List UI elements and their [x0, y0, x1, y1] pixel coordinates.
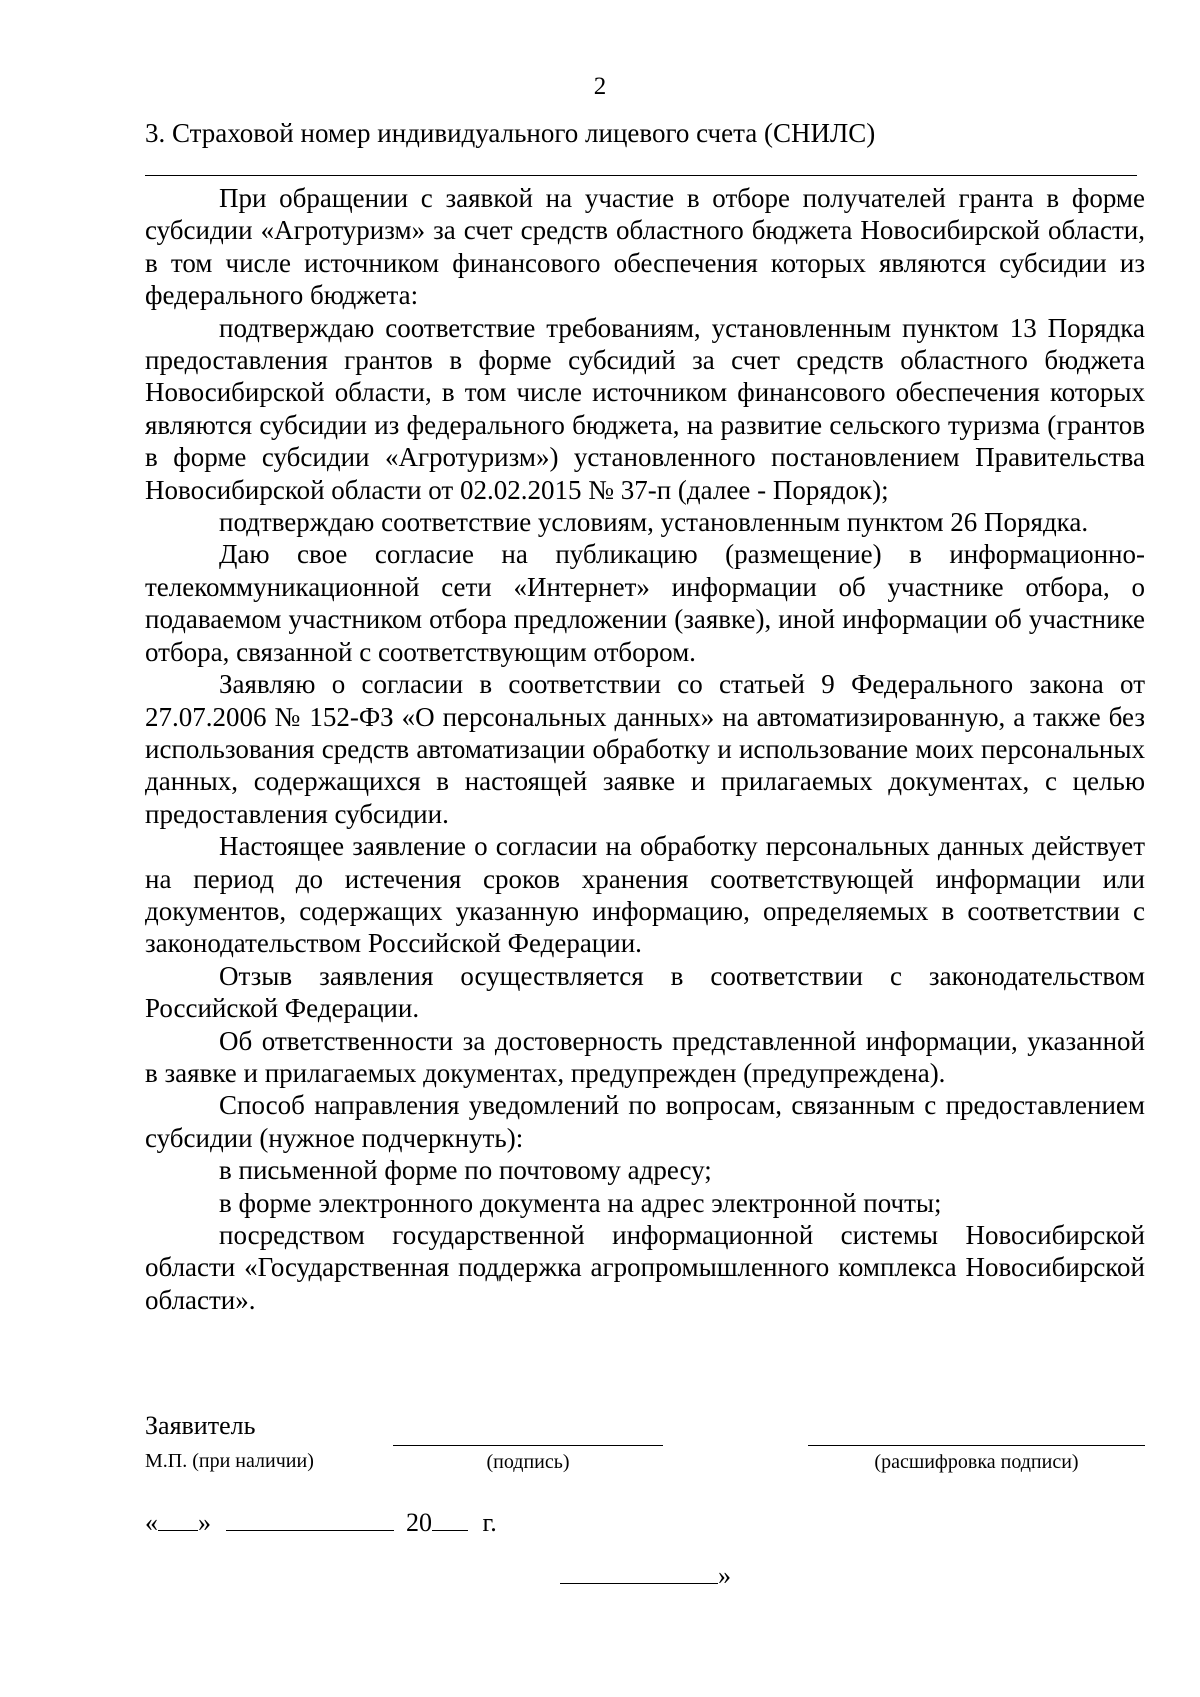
- signature-block: [145, 1410, 314, 1474]
- page-number: 2: [593, 73, 607, 100]
- signature-decoding-caption: (расшифровка подписи): [874, 1451, 1079, 1473]
- notification-option-email: в форме электронного документа на адрес электронной почты;: [219, 1187, 942, 1218]
- date-line: [145, 1508, 497, 1538]
- publication-consent-paragraph: Даю свое согласие на публикацию (размещение) в информационно-телекоммуникационной сети «Интернет» информации об участнике отбора, о подаваемом участником отбора предложении (заявке), иной информации об участнике отбора, связанной с соответствующим отбором.: [145, 539, 1145, 667]
- intro-paragraph: При обращении с заявкой на участие в отборе получателей гранта в форме субсидии «Агротуризм» за счет средств областного бюджета Новосибирской области, в том числе источником финансового обеспечения которых являются субсидии из федерального бюджета:: [145, 183, 1145, 311]
- signature-caption: (подпись): [486, 1451, 570, 1473]
- year-prefix: 20: [406, 1508, 432, 1537]
- closing-line: [560, 1561, 731, 1591]
- signature-decoding-line: [808, 1445, 1145, 1446]
- closing-quote: »: [718, 1561, 731, 1590]
- notification-option-gis: посредством государственной информационной системы Новосибирской области «Государственная поддержка агропромышленного комплекса Новосибирской области».: [145, 1220, 1145, 1315]
- signature-line: [393, 1445, 663, 1446]
- date-open-quote: «: [145, 1508, 158, 1537]
- applicant-label: Заявитель: [145, 1411, 256, 1440]
- snils-heading: 3. Страховой номер индивидуального лицевого счета (СНИЛС): [145, 118, 876, 148]
- day-blank: [158, 1508, 198, 1531]
- notification-option-mail: в письменной форме по почтовому адресу;: [219, 1155, 712, 1186]
- notification-method-paragraph: Способ направления уведомлений по вопросам, связанным с предоставлением субсидии (нужное подчеркнуть):: [145, 1090, 1145, 1153]
- requirements-paragraph: подтверждаю соответствие требованиям, установленным пунктом 13 Порядка предоставления грантов в форме субсидий за счет средств областного бюджета Новосибирской области, в том числе источником финансового обеспечения которых являются субсидии из федерального бюджета, на развитие сельского туризма (грантов в форме субсидии «Агротуризм») установленного постановлением Правительства Новосибирской области от 02.02.2015 № 37-п (далее - Порядок);: [145, 312, 1145, 505]
- date-close-quote: »: [198, 1508, 211, 1537]
- month-blank: [226, 1508, 394, 1531]
- year-blank: [432, 1508, 468, 1531]
- consent-period-paragraph: Настоящее заявление о согласии на обработку персональных данных действует на период до истечения сроков хранения соответствующей информации или документов, содержащих указанную информацию, определяемых в соответствии с законодательством Российской Федерации.: [145, 831, 1145, 959]
- responsibility-paragraph: Об ответственности за достоверность представленной информации, указанной в заявке и прилагаемых документах, предупрежден (предупреждена).: [145, 1025, 1145, 1088]
- document-body: [145, 182, 1145, 1316]
- stamp-label: М.П. (при наличии): [145, 1450, 314, 1472]
- personal-data-consent-paragraph: Заявляю о согласии в соответствии со статьей 9 Федерального закона от 27.07.2006 № 152-ФЗ «О персональных данных» на автоматизированную, а также без использования средств автоматизации обработку и использование моих персональных данных, содержащихся в настоящей заявке и прилагаемых документах, с целью предоставления субсидии.: [145, 669, 1145, 829]
- conditions-paragraph: подтверждаю соответствие условиям, установленным пунктом 26 Порядка.: [219, 507, 1089, 538]
- year-suffix: г.: [482, 1508, 497, 1537]
- snils-blank-line: [145, 175, 1137, 176]
- closing-blank: [560, 1561, 718, 1584]
- consent-withdrawal-paragraph: Отзыв заявления осуществляется в соответствии с законодательством Российской Федерации.: [145, 960, 1145, 1024]
